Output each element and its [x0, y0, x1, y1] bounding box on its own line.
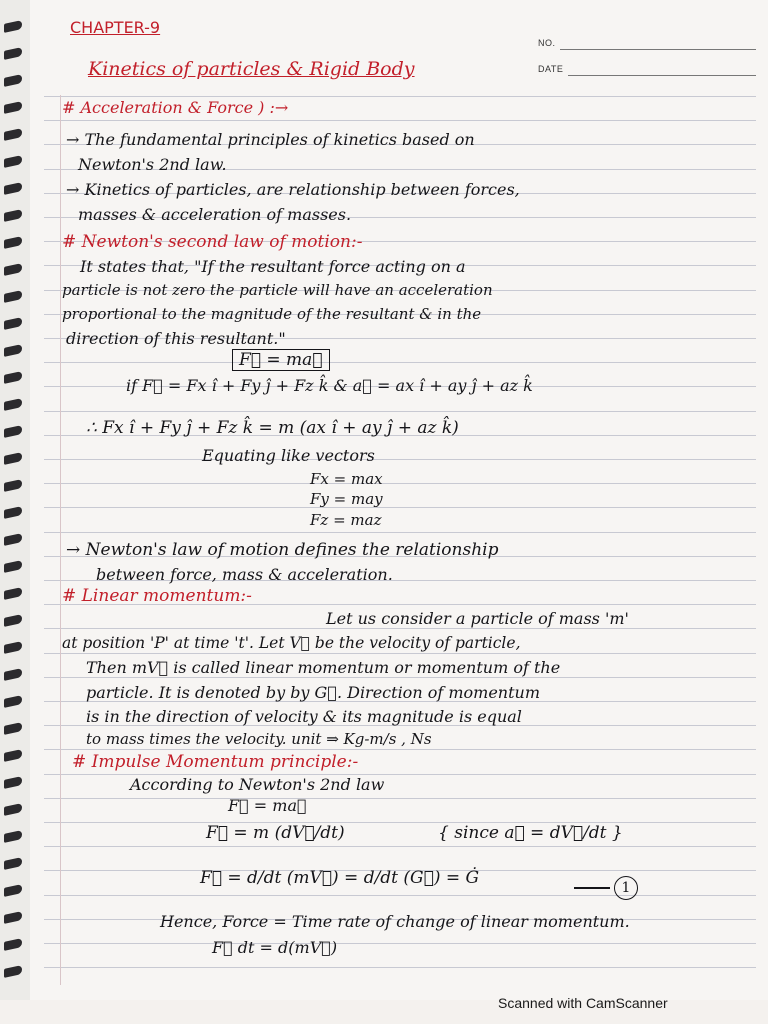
spiral-ring: [4, 884, 22, 897]
spiral-ring: [4, 74, 22, 87]
spiral-ring: [4, 425, 22, 438]
line-newtons-2nd-law: Newton's 2nd law.: [78, 155, 227, 174]
spiral-ring: [4, 371, 22, 384]
ruled-line: [44, 677, 756, 678]
line-fundamental-principles: → The fundamental principles of kinetics based on: [66, 130, 475, 149]
spiral-ring: [4, 911, 22, 924]
ruled-line: [44, 967, 756, 968]
ruled-line: [44, 483, 756, 484]
heading-acceleration-force: # Acceleration & Force ) :→: [62, 98, 289, 117]
spiral-binding: [0, 0, 30, 1000]
heading-linear-momentum: # Linear momentum:-: [62, 586, 252, 606]
ruled-line: [44, 822, 756, 823]
line-according-to-newton: According to Newton's 2nd law: [130, 775, 385, 794]
chapter-title: [88, 58, 415, 80]
ruled-line: [44, 507, 756, 508]
ruled-line: [44, 411, 756, 412]
spiral-ring: [4, 128, 22, 141]
line-position-time-velocity: at position 'P' at time 't'. Let V⃗ be the velocity of particle,: [62, 634, 521, 652]
ruled-line: [44, 120, 756, 121]
line-denoted-by-g: particle. It is denoted by by G⃗. Direction of momentum: [86, 683, 540, 702]
formula-f-equals-ma: [232, 350, 330, 370]
formula-fz: Fz = maz: [310, 511, 382, 529]
line-linear-momentum-defined: Then mV⃗ is called linear momentum or momentum of the: [86, 658, 561, 677]
spiral-ring: [4, 317, 22, 330]
line-consider-particle: Let us consider a particle of mass 'm': [326, 609, 629, 628]
spiral-ring: [4, 20, 22, 33]
formula-fy: Fy = may: [310, 490, 383, 508]
spiral-ring: [4, 668, 22, 681]
line-direction-of-velocity: is in the direction of velocity & its magnitude is equal: [86, 707, 522, 726]
spiral-ring: [4, 857, 22, 870]
spiral-ring: [4, 398, 22, 411]
line-kinetics-of-particles: → Kinetics of particles, are relationship between forces,: [66, 180, 520, 199]
line-masses-acceleration: masses & acceleration of masses.: [78, 205, 352, 224]
chapter-title-text: Kinetics of particles & Rigid Body: [88, 58, 415, 80]
spiral-ring: [4, 47, 22, 60]
spiral-ring: [4, 776, 22, 789]
spiral-ring: [4, 641, 22, 654]
ruled-line: [44, 362, 756, 363]
spiral-ring: [4, 695, 22, 708]
spiral-ring: [4, 263, 22, 276]
scanner-watermark: Scanned with CamScanner: [498, 995, 668, 1011]
line-equating-vectors: Equating like vectors: [202, 446, 375, 465]
margin-line: [60, 95, 61, 985]
line-newtons-law-defines: → Newton's law of motion defines the relationship: [66, 540, 499, 560]
spiral-ring: [4, 533, 22, 546]
spiral-ring: [4, 587, 22, 600]
formula-since-a: { since a⃗ = dV⃗/dt }: [438, 823, 623, 843]
spiral-ring: [4, 290, 22, 303]
ruled-line: [44, 798, 756, 799]
spiral-ring: [4, 506, 22, 519]
no-label: NO.: [538, 38, 556, 48]
spiral-ring: [4, 452, 22, 465]
line-proportional: proportional to the magnitude of the resultant & in the: [62, 305, 482, 323]
spiral-ring: [4, 209, 22, 222]
spiral-ring: [4, 560, 22, 573]
formula-f-d-dt-mv: F⃗ = d/dt (mV⃗) = d/dt (G⃗) = Ġ: [200, 868, 480, 888]
formula-f-dt: F⃗ dt = d(mV⃗): [212, 938, 338, 957]
ruled-line: [44, 846, 756, 847]
ruled-line: [44, 895, 756, 896]
date-label: DATE: [538, 64, 564, 74]
chapter-heading: [70, 18, 160, 37]
ruled-line: [44, 459, 756, 460]
spiral-ring: [4, 614, 22, 627]
spiral-ring: [4, 182, 22, 195]
ruled-line: [44, 532, 756, 533]
ruled-line: [44, 749, 756, 750]
line-hence-force: Hence, Force = Time rate of change of linear momentum.: [160, 912, 630, 931]
line-particle-not-zero: particle is not zero the particle will have an acceleration: [62, 281, 493, 299]
ruled-line: [44, 628, 756, 629]
spiral-ring: [4, 236, 22, 249]
formula-therefore: ∴ Fx î + Fy ĵ + Fz k̂ = m (ax î + ay ĵ + az k̂): [86, 418, 459, 438]
line-it-states: It states that, "If the resultant force acting on a: [80, 257, 466, 276]
spiral-ring: [4, 803, 22, 816]
formula-f-ma-2: F⃗ = ma⃗: [228, 796, 307, 815]
line-force-mass-acceleration: between force, mass & acceleration.: [96, 565, 393, 584]
ruled-line: [44, 943, 756, 944]
formula-vector-components: if F⃗ = Fx î + Fy ĵ + Fz k̂ & a⃗ = ax î + ay ĵ + az k̂: [126, 376, 533, 395]
equation-dash: [574, 887, 610, 889]
spiral-ring: [4, 965, 22, 978]
ruled-line: [44, 96, 756, 97]
spiral-ring: [4, 938, 22, 951]
heading-newtons-second-law: # Newton's second law of motion:-: [62, 232, 363, 252]
date-line: [568, 75, 756, 76]
formula-fx: Fx = max: [310, 470, 383, 488]
spiral-ring: [4, 479, 22, 492]
spiral-ring: [4, 749, 22, 762]
spiral-ring: [4, 722, 22, 735]
no-line: [560, 49, 756, 50]
equation-number: [574, 876, 638, 900]
line-mass-times-velocity: to mass times the velocity. unit ⇒ Kg-m/s , Ns: [86, 730, 432, 748]
heading-impulse-momentum: # Impulse Momentum principle:-: [72, 752, 359, 772]
chapter-heading-text: CHAPTER-9: [70, 18, 161, 37]
spiral-ring: [4, 155, 22, 168]
equation-number-circle: 1: [614, 876, 638, 900]
line-direction-resultant: direction of this resultant.": [66, 329, 286, 348]
formula-f-equals-ma-text: F⃗ = ma⃗: [232, 349, 330, 371]
formula-f-m-dv-dt: F⃗ = m (dV⃗/dt): [206, 823, 345, 843]
spiral-ring: [4, 344, 22, 357]
spiral-ring: [4, 830, 22, 843]
ruled-line: [44, 653, 756, 654]
spiral-ring: [4, 101, 22, 114]
